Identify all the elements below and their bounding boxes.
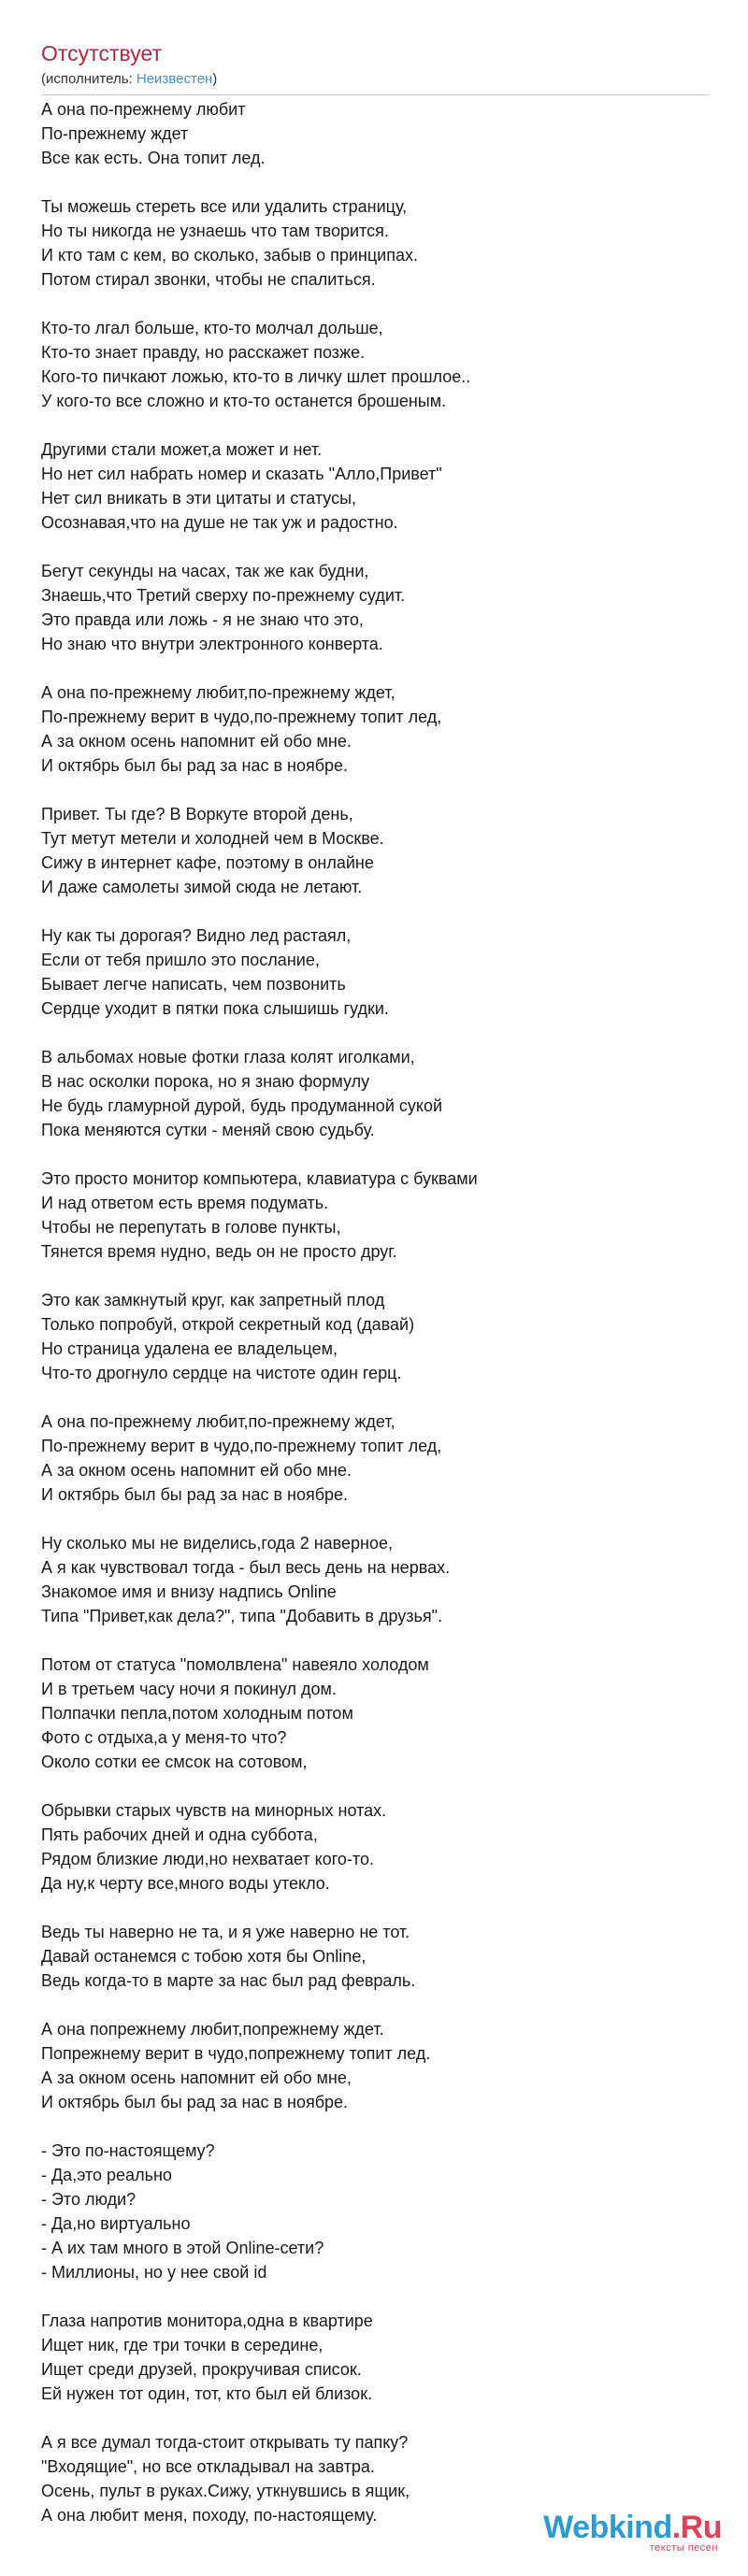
lyrics-line: Полпачки пепла,потом холодным потом [41, 1704, 353, 1723]
lyrics-line: По-прежнему верит в чудо,по-прежнему топит лед, [41, 1437, 442, 1455]
lyrics-line: Если от тебя пришло это послание, [41, 951, 320, 969]
lyrics-line: Осознавая,что на душе не так уж и радостно. [41, 513, 398, 532]
lyrics-stanza [41, 97, 709, 170]
lyrics-line: Осень, пульт в руках.Сижу, уткнувшись в ящик, [41, 2482, 410, 2500]
lyrics-line: А за окном осень напомнит ей обо мне. [41, 732, 352, 751]
lyrics-line: Не будь гламурной дурой, будь продуманной сукой [41, 1096, 443, 1115]
lyrics-line: Тут метут метели и холодней чем в Москве. [41, 829, 384, 848]
lyrics-line: Потом стирал звонки, чтобы не спалиться. [41, 270, 376, 289]
lyrics-line: А за окном осень напомнит ей обо мне, [41, 2068, 352, 2087]
lyrics-line: Но ты никогда не узнаешь что там творится. [41, 222, 389, 240]
lyrics-line: Ведь когда-то в марте за нас был рад февраль. [41, 1971, 416, 1990]
lyrics-line: Обрывки старых чувств на минорных нотах. [41, 1801, 387, 1820]
lyrics-stanza [41, 1410, 709, 1507]
lyrics-line: Около сотки ее смсок на сотовом, [41, 1753, 308, 1771]
lyrics-line: А она по-прежнему любит,по-прежнему ждет, [41, 1412, 396, 1431]
lyrics-line: - Это люди? [41, 2190, 137, 2209]
lyrics-line: А за окном осень напомнит ей обо мне. [41, 1461, 352, 1480]
lyrics-line: Ведь ты наверно не та, и я уже наверно не тот. [41, 1923, 410, 1941]
lyrics-line: Что-то дрогнуло сердце на чистоте один герц. [41, 1364, 402, 1382]
lyrics-line: Чтобы не перепутать в голове пункты, [41, 1218, 341, 1237]
lyrics-line: Ты можешь стереть все или удалить страницу, [41, 197, 408, 216]
lyrics-line: Пока меняются сутки - меняй свою судьбу. [41, 1121, 375, 1139]
lyrics-line: Привет. Ты где? В Воркуте второй день, [41, 805, 353, 823]
lyrics-line: В нас осколки порока, но я знаю формулу [41, 1072, 370, 1091]
lyrics-line: А она по-прежнему любит [41, 100, 246, 119]
lyrics-stanza [41, 2139, 709, 2284]
lyrics-line: - Миллионы, но у нее свой id [41, 2263, 267, 2282]
lyrics-line: Но знаю что внутри электронного конверта. [41, 635, 383, 653]
lyrics-line: Все как есть. Она топит лед. [41, 149, 266, 167]
lyrics-stanza [41, 1045, 709, 1142]
lyrics-line: И даже самолеты зимой сюда не летают. [41, 878, 363, 896]
lyrics-line: Тянется время нудно, ведь он не просто друг. [41, 1242, 397, 1261]
lyrics-stanza [41, 316, 709, 413]
lyrics-line: Ищет среди друзей, прокручивая список. [41, 2360, 362, 2379]
lyrics-stanza [41, 2017, 709, 2114]
lyrics-stanza [41, 559, 709, 656]
lyrics-line: Но страница удалена ее владельцем, [41, 1339, 338, 1358]
logo-tagline: тексты песен [649, 2542, 718, 2554]
lyrics-line: И в третьем часу ночи я покинул дом. [41, 1680, 337, 1698]
lyrics-body [41, 97, 709, 2552]
lyrics-line: Фото с отдыха,а у меня-то что? [41, 1728, 287, 1747]
lyrics-line: Только попробуй, открой секретный код (давай) [41, 1315, 415, 1334]
logo-part-ru: .Ru [671, 2510, 722, 2545]
song-title: Отсутствует [41, 41, 162, 65]
lyrics-stanza [41, 923, 709, 1021]
lyrics-line: Потом от статуса "помолвлена" навеяло холодом [41, 1655, 429, 1674]
lyrics-line: По-прежнему верит в чудо,по-прежнему топит лед, [41, 708, 442, 726]
lyrics-line: А я все думал тогда-стоит открывать ту папку? [41, 2433, 409, 2452]
lyrics-stanza [41, 680, 709, 778]
lyrics-stanza [41, 437, 709, 535]
lyrics-line: Ей нужен тот один, тот, кто был ей близок. [41, 2384, 373, 2403]
lyrics-line: "Входящие", но все откладывал на завтра. [41, 2457, 375, 2476]
lyrics-line: А я как чувствовал тогда - был весь день на нервах. [41, 1558, 451, 1577]
lyrics-line: Кого-то пичкают ложью, кто-то в личку шлет прошлое.. [41, 367, 471, 386]
lyrics-line: Знакомое имя и внизу надпись Online [41, 1582, 337, 1601]
lyrics-line: Бывает легче написать, чем позвонить [41, 975, 346, 994]
lyrics-line: Бегут секунды на часах, так же как будни, [41, 562, 369, 580]
lyrics-line: Ищет ник, где три точки в середине, [41, 2336, 324, 2354]
lyrics-line: Кто-то знает правду, но расскажет позже. [41, 343, 366, 362]
lyrics-stanza [41, 2309, 709, 2406]
lyrics-line: А она попрежнему любит,попрежнему ждет. [41, 2020, 384, 2039]
lyrics-stanza [41, 802, 709, 899]
lyrics-line: Глаза напротив монитора,одна в квартире [41, 2311, 373, 2330]
lyrics-line: По-прежнему ждет [41, 124, 189, 143]
lyrics-line: Другими стали может,а может и нет. [41, 440, 323, 459]
lyrics-line: Рядом близкие люди,но нехватает кого-то. [41, 1850, 374, 1868]
lyrics-line: Давай останемся с тобою хотя бы Online, [41, 1947, 367, 1966]
lyrics-line: Это просто монитор компьютера, клавиатура с буквами [41, 1169, 478, 1188]
lyrics-stanza [41, 194, 709, 292]
lyrics-line: Ну как ты дорогая? Видно лед растаял, [41, 926, 352, 945]
lyrics-line: Пять рабочих дней и одна суббота, [41, 1825, 318, 1844]
lyrics-stanza [41, 1288, 709, 1385]
lyrics-line: - Да,это реально [41, 2166, 172, 2184]
lyrics-line: И октябрь был бы рад за нас в ноябре. [41, 1485, 349, 1504]
lyrics-line: Но нет сил набрать номер и сказать "Алло,Привет" [41, 465, 442, 483]
artist-prefix: (исполнитель: [41, 71, 137, 87]
lyrics-line: Типа "Привет,как дела?", типа "Добавить в друзья". [41, 1607, 443, 1625]
lyrics-stanza [41, 1920, 709, 1993]
lyrics-line: Ну сколько мы не виделись,года 2 наверное, [41, 1534, 394, 1553]
lyrics-stanza [41, 1798, 709, 1896]
lyrics-line: А она любит меня, походу, по-настоящему. [41, 2506, 378, 2525]
lyrics-line: - Да,но виртуально [41, 2214, 191, 2233]
lyrics-line: Знаешь,что Третий сверху по-прежнему судит. [41, 586, 406, 605]
site-logo[interactable] [543, 2511, 722, 2554]
lyrics-line: А она по-прежнему любит,по-прежнему ждет, [41, 683, 396, 702]
artist-line [41, 70, 709, 89]
lyrics-line: И октябрь был бы рад за нас в ноябре. [41, 756, 349, 775]
lyrics-line: Сижу в интернет кафе, поэтому в онлайне [41, 853, 374, 872]
lyrics-line: И над ответом есть время подумать. [41, 1194, 329, 1212]
lyrics-line: Да ну,к черту все,много воды утекло. [41, 1874, 330, 1893]
lyrics-stanza [41, 1653, 709, 1774]
lyrics-line: - А их там много в этой Online-сети? [41, 2239, 324, 2257]
lyrics-stanza [41, 1166, 709, 1264]
artist-link[interactable]: Неизвестен [136, 71, 213, 87]
lyrics-line: Сердце уходит в пятки пока слышишь гудки. [41, 999, 389, 1018]
logo-part-webkind: Webkind [543, 2510, 672, 2545]
lyrics-line: Кто-то лгал больше, кто-то молчал дольше, [41, 319, 383, 337]
lyrics-line: Это как замкнутый круг, как запретный плод [41, 1291, 385, 1309]
artist-suffix: ) [212, 71, 218, 87]
header-divider [41, 94, 709, 95]
lyrics-line: - Это по-настоящему? [41, 2141, 215, 2160]
lyrics-line: У кого-то все сложно и кто-то останется брошеным. [41, 392, 447, 410]
lyrics-line: Это правда или ложь - я не знаю что это, [41, 610, 364, 629]
lyrics-stanza [41, 1531, 709, 1628]
lyrics-line: В альбомах новые фотки глаза колят иголками, [41, 1048, 415, 1066]
lyrics-line: Попрежнему верит в чудо,попрежнему топит лед. [41, 2044, 431, 2063]
logo-wordmark [543, 2511, 722, 2544]
song-header [41, 39, 709, 95]
lyrics-line: И октябрь был бы рад за нас в ноябре. [41, 2093, 349, 2111]
lyrics-line: И кто там с кем, во сколько, забыв о принципах. [41, 246, 418, 265]
lyrics-line: Нет сил вникать в эти цитаты и статусы, [41, 489, 357, 508]
